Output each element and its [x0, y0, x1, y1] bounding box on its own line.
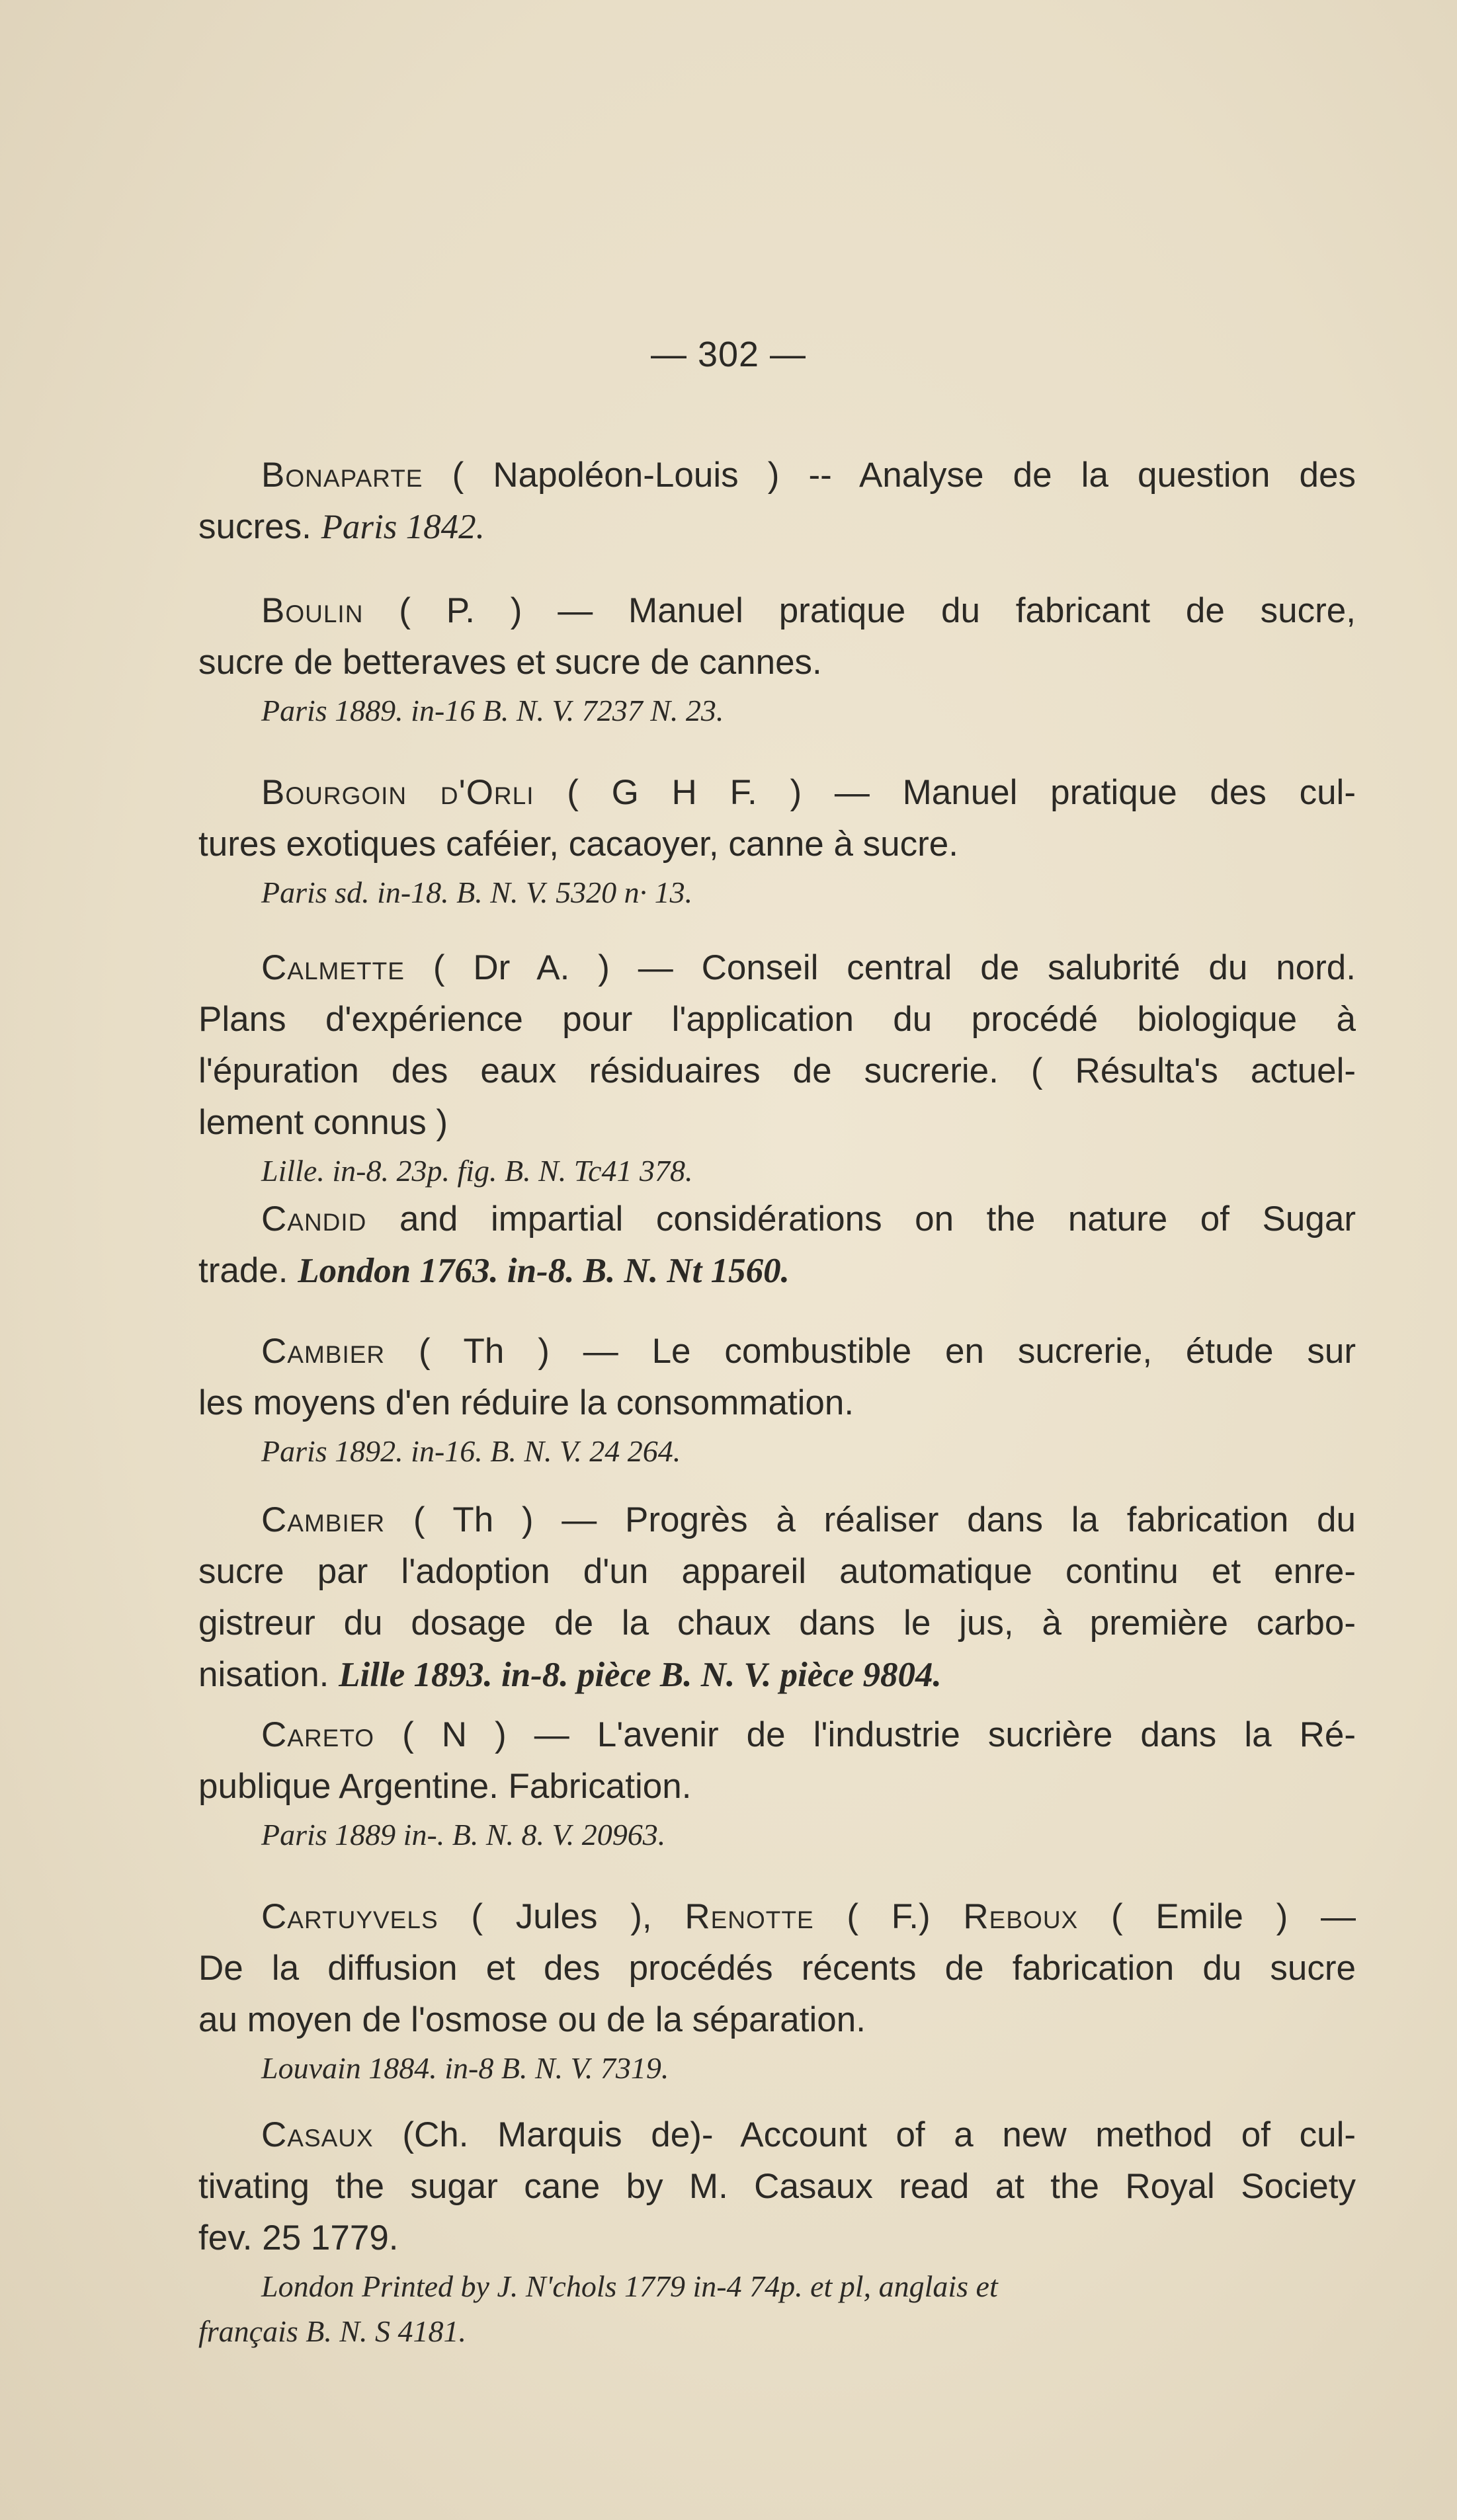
- entry-author: Renotte: [685, 1897, 814, 1936]
- bibliography-entry: [198, 767, 1356, 915]
- bibliography-entry: [198, 1709, 1356, 1857]
- bibliography-entry: [198, 942, 1356, 1194]
- entry-citation: Louvain 1884. in-8 B. N. V. 7319.: [261, 2051, 669, 2085]
- entry-author: Reboux: [963, 1897, 1079, 1936]
- entry-author: Cartuyvels: [261, 1897, 438, 1936]
- entry-author: Boulin: [261, 591, 364, 630]
- entry-citation: Paris 1892. in-16. B. N. V. 24 264.: [261, 1434, 681, 1468]
- entry-line: Cambier ( Th ) — Le combustible en sucrerie, étude sur: [261, 1332, 1356, 1371]
- entry-line: tures exotiques caféier, cacaoyer, canne à sucre.: [198, 825, 958, 864]
- entry-line: nisation. Lille 1893. in-8. pièce B. N. V. pièce 9804.: [198, 1655, 942, 1694]
- entry-citation: Lille 1893. in-8. pièce B. N. V. pièce 9804.: [339, 1656, 942, 1694]
- bibliography-entry: [198, 1891, 1356, 2091]
- entry-line: les moyens d'en réduire la consommation.: [198, 1383, 854, 1422]
- entry-citation: Paris sd. in-18. B. N. V. 5320 n· 13.: [261, 875, 693, 909]
- entry-line: publique Argentine. Fabrication.: [198, 1767, 692, 1806]
- bibliography-entry: [198, 585, 1356, 733]
- entry-line: Bonaparte ( Napoléon-Louis ) -- Analyse de la question des: [261, 456, 1356, 495]
- entry-citation: Lille. in-8. 23p. fig. B. N. Tc41 378.: [261, 1154, 693, 1188]
- entry-line: au moyen de l'osmose ou de la séparation.: [198, 2000, 866, 2039]
- page-number: — 302 —: [650, 335, 807, 374]
- entry-citation: Paris 1889. in-16 B. N. V. 7237 N. 23.: [261, 694, 724, 727]
- entry-line: lement connus ): [198, 1103, 448, 1142]
- bibliography-entry: [198, 2109, 1356, 2354]
- entry-line: Cartuyvels ( Jules ), Renotte ( F.) Reboux ( Emile ) —: [261, 1897, 1356, 1936]
- entry-citation: London Printed by J. N'chols 1779 in-4 74p. et pl, anglais et: [261, 2269, 998, 2303]
- entry-line: Candid and impartial considérations on the nature of Sugar: [261, 1199, 1356, 1239]
- entry-line: sucres. Paris 1842.: [198, 507, 485, 546]
- entry-line: gistreur du dosage de la chaux dans le jus, à première carbo-: [198, 1604, 1356, 1643]
- bibliography-entry: [198, 1194, 1356, 1297]
- entry-line: tivating the sugar cane by M. Casaux read at the Royal Society: [198, 2167, 1356, 2206]
- entry-citation: London 1763. in-8. B. N. Nt 1560.: [298, 1252, 790, 1290]
- entry-line: trade. London 1763. in-8. B. N. Nt 1560.: [198, 1251, 790, 1290]
- entry-author: Casaux: [261, 2115, 374, 2154]
- entry-citation: Paris 1889 in-. B. N. 8. V. 20963.: [261, 1818, 666, 1851]
- entry-author: Calmette: [261, 948, 405, 987]
- entry-author: Bonaparte: [261, 456, 423, 495]
- entry-line: sucre de betteraves et sucre de cannes.: [198, 643, 822, 682]
- entry-author: Careto: [261, 1715, 375, 1754]
- entry-line: sucre par l'adoption d'un appareil automatique continu et enre-: [198, 1552, 1356, 1591]
- entry-author: Cambier: [261, 1500, 386, 1539]
- entry-line: Calmette ( Dr A. ) — Conseil central de salubrité du nord.: [261, 948, 1356, 987]
- entry-line: Plans d'expérience pour l'application du procédé biologique à: [198, 1000, 1356, 1039]
- entry-line: l'épuration des eaux résiduaires de sucrerie. ( Résulta's actuel-: [198, 1051, 1356, 1090]
- entry-author: Candid: [261, 1199, 367, 1239]
- entry-citation: français B. N. S 4181.: [198, 2314, 467, 2348]
- entry-citation: Paris 1842.: [321, 508, 485, 546]
- entry-line: Cambier ( Th ) — Progrès à réaliser dans la fabrication du: [261, 1500, 1356, 1539]
- entry-line: Boulin ( P. ) — Manuel pratique du fabricant de sucre,: [261, 591, 1356, 630]
- entry-author: Cambier: [261, 1332, 386, 1371]
- bibliography-entry: [198, 1494, 1356, 1701]
- bibliography-entry: [198, 1326, 1356, 1474]
- entry-author: Bourgoin d'Orli: [261, 773, 534, 812]
- entry-line: Casaux (Ch. Marquis de)- Account of a new method of cul-: [261, 2115, 1356, 2154]
- entry-line: fev. 25 1779.: [198, 2218, 399, 2257]
- entry-line: Bourgoin d'Orli ( G H F. ) — Manuel pratique des cul-: [261, 773, 1356, 812]
- entry-line: De la diffusion et des procédés récents de fabrication du sucre: [198, 1949, 1356, 1988]
- entry-line: Careto ( N ) — L'avenir de l'industrie sucrière dans la Ré-: [261, 1715, 1356, 1754]
- bibliography-entry: [198, 450, 1356, 553]
